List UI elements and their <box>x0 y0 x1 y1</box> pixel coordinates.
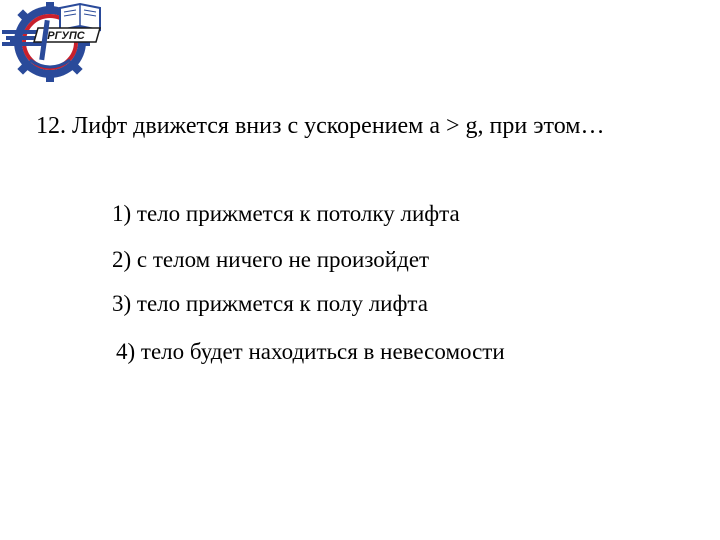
university-logo-icon <box>0 0 108 84</box>
answer-option-1[interactable]: 1) тело прижмется к потолку лифта <box>112 201 460 226</box>
book-icon <box>60 4 100 30</box>
logo-text: РГУПС <box>47 30 85 42</box>
answer-option-4[interactable]: 4) тело будет находиться в невесомости <box>116 339 505 364</box>
answer-option-3[interactable]: 3) тело прижмется к полу лифта <box>112 291 428 316</box>
answer-option-2[interactable]: 2) с телом ничего не произойдет <box>112 247 430 272</box>
question-text: 12. Лифт движется вниз с ускорением a > g, при этом… <box>36 113 605 139</box>
